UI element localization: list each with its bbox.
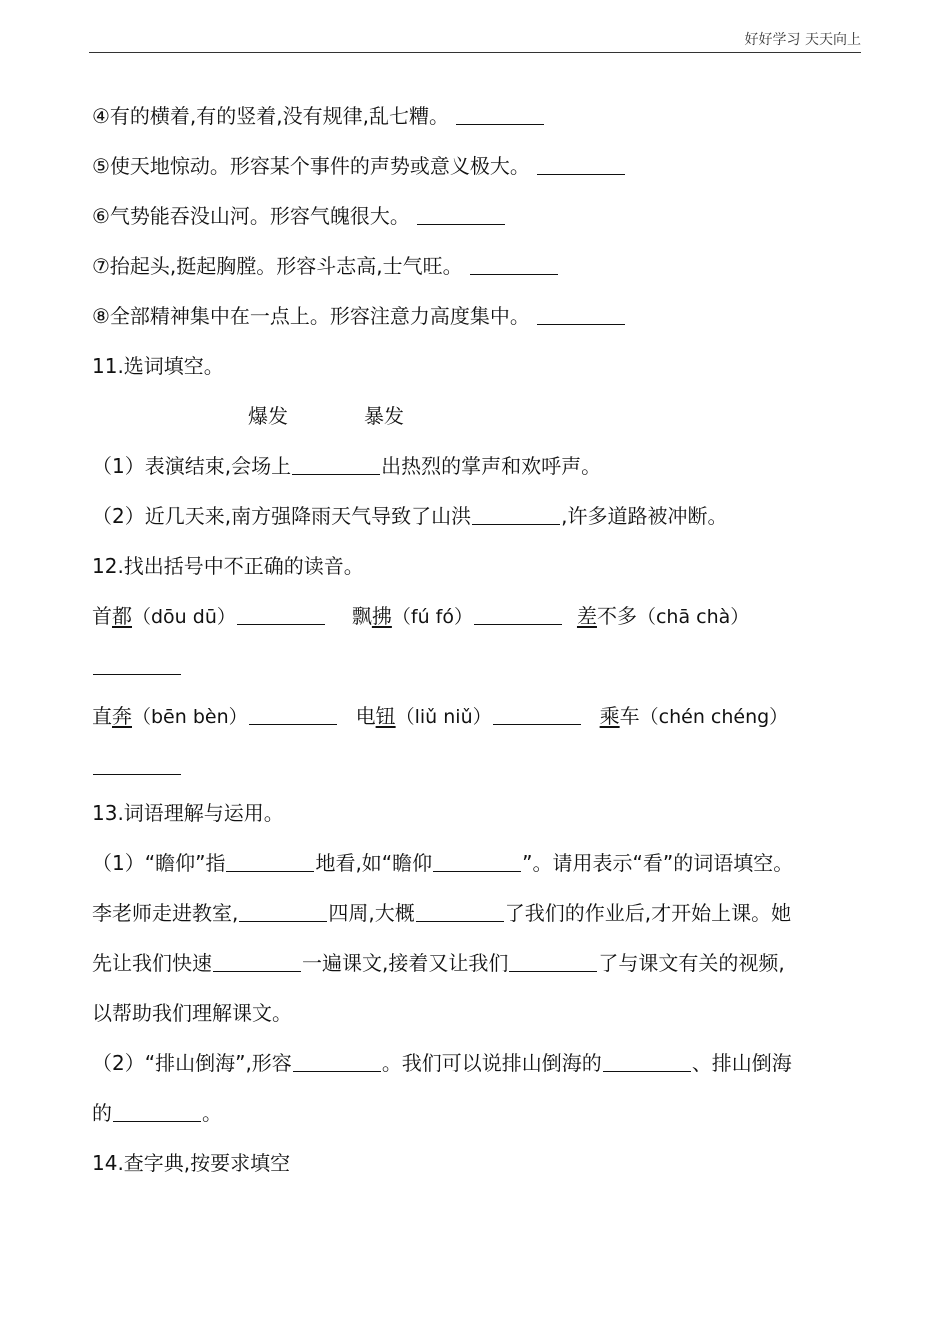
answer-blank[interactable]: [417, 204, 505, 225]
answer-blank[interactable]: [113, 1101, 201, 1122]
q10-item-6: ⑥气势能吞没山河。形容气魄很大。: [92, 203, 506, 229]
q13-part2-line2: 的 。: [92, 1101, 222, 1125]
answer-blank[interactable]: [493, 704, 581, 725]
q13-part2-line1: （2）“排山倒海”,形容 。我们可以说排山倒海的 、排山倒海: [92, 1051, 792, 1075]
answer-blank[interactable]: [213, 951, 301, 972]
answer-blank[interactable]: [237, 604, 325, 625]
q11-word-options: [248, 403, 404, 429]
q11-title: 11.选词填空。: [92, 354, 224, 378]
q10-item-7: ⑦抬起头,挺起胸膛。形容斗志高,士气旺。: [92, 253, 559, 279]
q13-part1-line2: 李老师走进教室, 四周,大概 了我们的作业后,才开始上课。她: [92, 901, 792, 925]
answer-blank[interactable]: [249, 704, 337, 725]
q13-part1-line1: （1）“瞻仰”指 地看,如“瞻仰 ”。请用表示“看”的词语填空。: [92, 851, 794, 875]
q11-sentence-2: （2）近几天来,南方强降雨天气导致了山洪 ,许多道路被冲断。: [92, 504, 728, 528]
answer-blank[interactable]: [537, 304, 625, 325]
answer-blank[interactable]: [293, 1051, 381, 1072]
answer-blank[interactable]: [93, 654, 181, 675]
answer-blank[interactable]: [226, 851, 314, 872]
q13-part1-line3: 先让我们快速 一遍课文,接着又让我们 了与课文有关的视频,: [92, 951, 785, 975]
word-option-2: 暴发: [364, 404, 404, 428]
q11-sentence-1: （1）表演结束,会场上 出热烈的掌声和欢呼声。: [92, 454, 602, 478]
q14-title: 14.查字典,按要求填空: [92, 1151, 291, 1175]
word-option-1: 爆发: [248, 404, 288, 428]
q12-row-1-wrap: [92, 653, 182, 679]
q13-part1-line4: 以帮助我们理解课文。: [92, 1001, 292, 1025]
q10-item-8: ⑧全部精神集中在一点上。形容注意力高度集中。: [92, 303, 626, 329]
answer-blank[interactable]: [456, 104, 544, 125]
answer-blank[interactable]: [433, 851, 521, 872]
q12-row-2-wrap: [92, 753, 182, 779]
q12-row-2: 直奔（bēn bèn） 电钮（liǔ niǔ） 乘车（chén chéng）: [92, 704, 789, 728]
answer-blank[interactable]: [472, 504, 560, 525]
answer-blank[interactable]: [93, 754, 181, 775]
answer-blank[interactable]: [416, 901, 504, 922]
q10-item-5: ⑤使天地惊动。形容某个事件的声势或意义极大。: [92, 153, 626, 179]
answer-blank[interactable]: [603, 1051, 691, 1072]
answer-blank[interactable]: [537, 154, 625, 175]
q12-row-1: 首都（dōu dū） 飘拂（fú fó） 差不多（chā chà）: [92, 604, 750, 628]
answer-blank[interactable]: [474, 604, 562, 625]
answer-blank[interactable]: [292, 454, 380, 475]
q13-title: 13.词语理解与运用。: [92, 801, 284, 825]
q12-title: 12.找出括号中不正确的读音。: [92, 554, 364, 578]
page-header: 好好学习 天天向上: [89, 28, 861, 53]
answer-blank[interactable]: [470, 254, 558, 275]
q10-item-4: ④有的横着,有的竖着,没有规律,乱七糟。: [92, 103, 545, 129]
answer-blank[interactable]: [509, 951, 597, 972]
answer-blank[interactable]: [239, 901, 327, 922]
